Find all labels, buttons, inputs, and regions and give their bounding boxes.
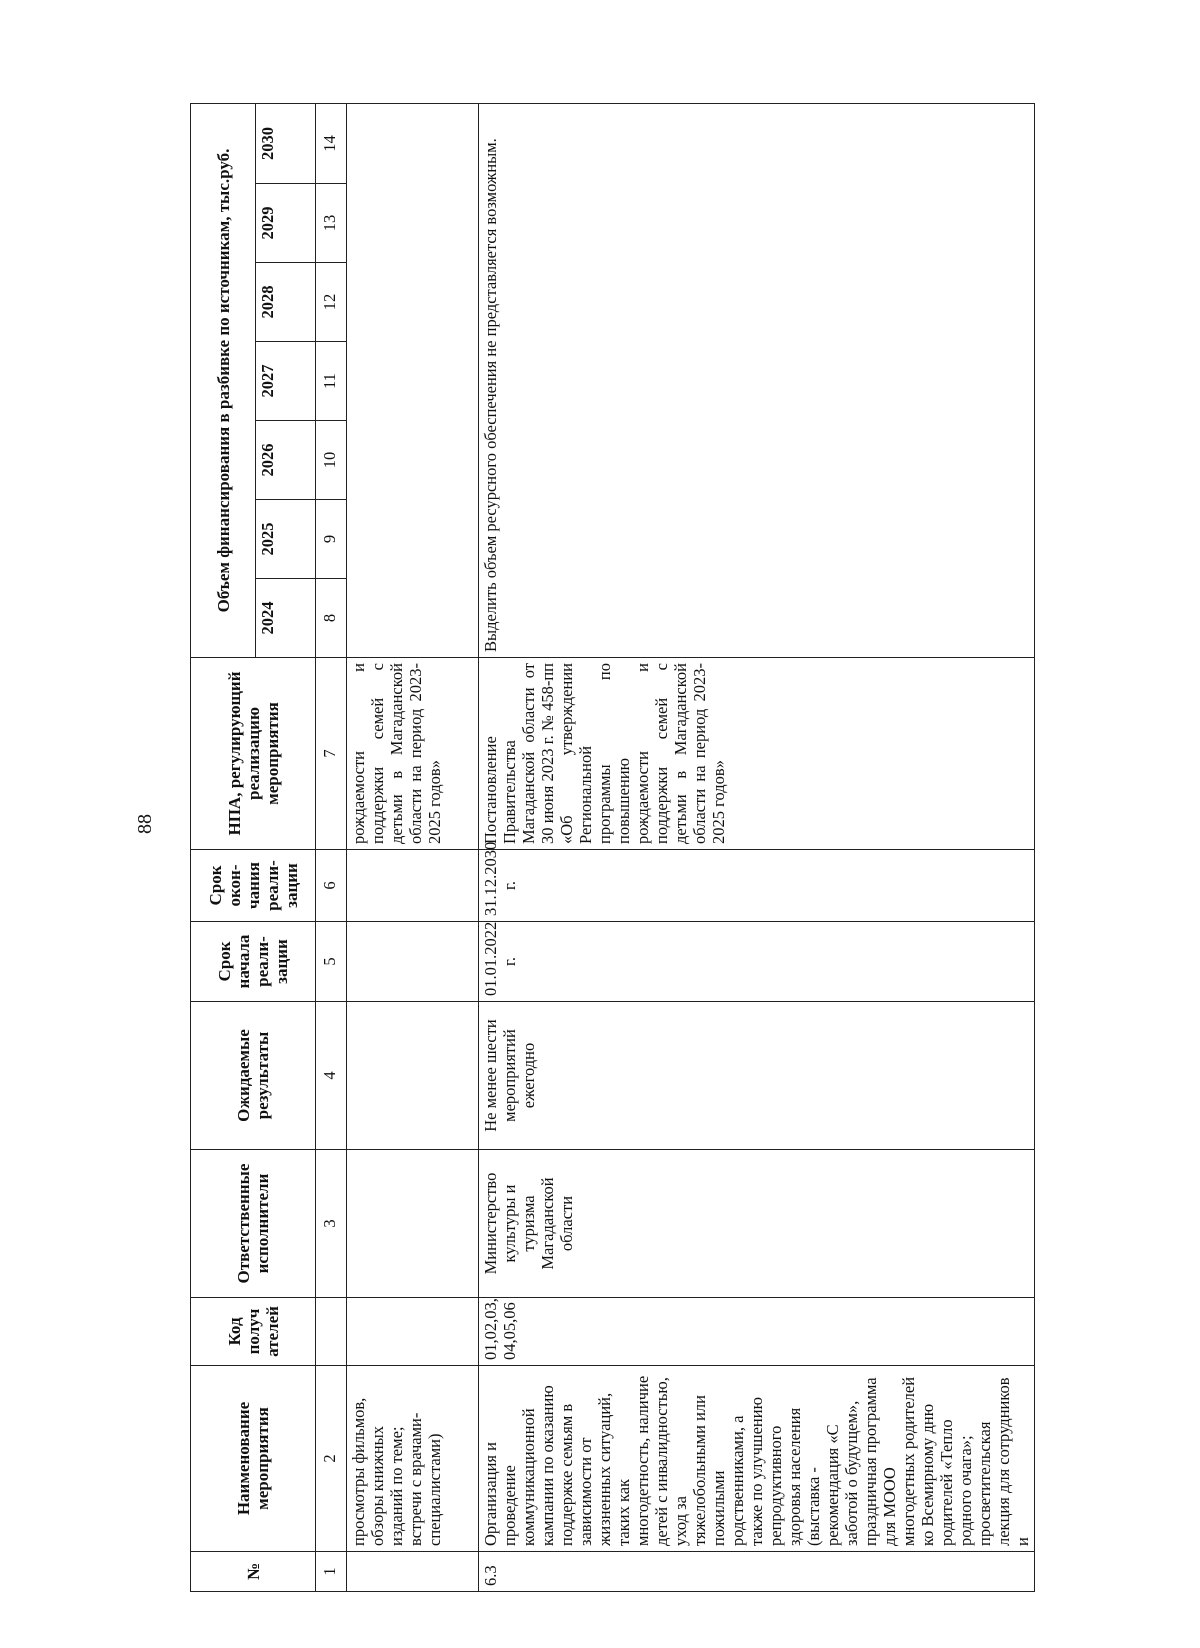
activity-name: Организация и проведение коммуникационной кампании по оказанию поддержке семьям в зависимости от жизненных ситуаций, таких как многодетность, наличие детей с инвалидностью, уход за тяжелобольными или пожилыми родственниками, а также по улучшению репродуктивного здоровья населения (выставка - рекомендация «С заботой о будущем», праздничная программа для МООО многодетных родителей ко Всемирному дню родителей «Тепло родного очага»; просветительская лекция для сотрудников и: [479, 1366, 1035, 1552]
funding-note: Выделить объем ресурсного обеспечения не представляется возможным.: [479, 103, 1035, 657]
column-number: 5: [316, 922, 347, 1002]
header-number: №: [191, 1552, 316, 1592]
column-number: 7: [316, 658, 347, 850]
column-number: 13: [316, 184, 347, 263]
column-number: 4: [316, 1002, 347, 1150]
column-number: 9: [316, 500, 347, 579]
column-numbers-row: [316, 103, 347, 1591]
funding-note: [347, 103, 479, 657]
expected-results: Не менее шести мероприятий ежегодно: [479, 1002, 1035, 1150]
npa-text: Постановление Правительства Магаданской области от 30 июня 2023 г. № 458-пп «Об утверждении Региональной программы по повышению рождаемости и поддержки семей с детьми в Магаданской области на период 2023-2025 годов»: [479, 658, 1035, 850]
end-date: [347, 850, 479, 922]
end-date: 31.12.2030 г.: [479, 850, 1035, 922]
column-number: 12: [316, 263, 347, 342]
header-npa: НПА, регулирующий реализацию мероприятия: [191, 658, 316, 850]
column-number: [316, 1298, 347, 1366]
column-number: 6: [316, 850, 347, 922]
start-date: 01.01.2022 г.: [479, 922, 1035, 1002]
activities-table: [190, 103, 1035, 1592]
recipient-code: 01,02,03, 04,05,06: [479, 1298, 1035, 1366]
header-year: 2028: [256, 263, 316, 342]
header-recipient-code: Код получ ателей: [191, 1298, 316, 1366]
column-number: 8: [316, 579, 347, 658]
header-activity-name: Наименование мероприятия: [191, 1366, 316, 1552]
header-year: 2026: [256, 421, 316, 500]
npa-text: рождаемости и поддержки семей с детьми в Магаданской области на период 2023-2025 годов»: [347, 658, 479, 850]
row-number: [347, 1552, 479, 1592]
expected-results: [347, 1002, 479, 1150]
start-date: [347, 922, 479, 1002]
header-year: 2025: [256, 500, 316, 579]
header-end-date: Срок окон-чания реали-зации: [191, 850, 316, 922]
column-number: 14: [316, 103, 347, 183]
header-funding: Объем финансирования в разбивке по источникам, тыс.руб.: [191, 103, 256, 657]
activity-name: просмотры фильмов, обзоры книжных изданий по теме; встречи с врачами-специалистами): [347, 1366, 479, 1552]
header-year: 2027: [256, 342, 316, 421]
column-number: 10: [316, 421, 347, 500]
responsible-executor: [347, 1150, 479, 1298]
header-year: 2030: [256, 103, 316, 183]
row-number: 6.3: [479, 1552, 1035, 1592]
table-row: [479, 103, 1035, 1591]
header-year: 2024: [256, 579, 316, 658]
header-responsible: Ответственные исполнители: [191, 1150, 316, 1298]
header-start-date: Срок начала реали-зации: [191, 922, 316, 1002]
header-expected-results: Ожидаемые результаты: [191, 1002, 316, 1150]
column-number: 2: [316, 1366, 347, 1552]
column-number: 1: [316, 1552, 347, 1592]
page-number: 88: [134, 814, 156, 834]
recipient-code: [347, 1298, 479, 1366]
header-year: 2029: [256, 184, 316, 263]
column-number: 3: [316, 1150, 347, 1298]
column-number: 11: [316, 342, 347, 421]
responsible-executor: Министерство культуры и туризма Магаданской области: [479, 1150, 1035, 1298]
table-row: [347, 103, 479, 1591]
